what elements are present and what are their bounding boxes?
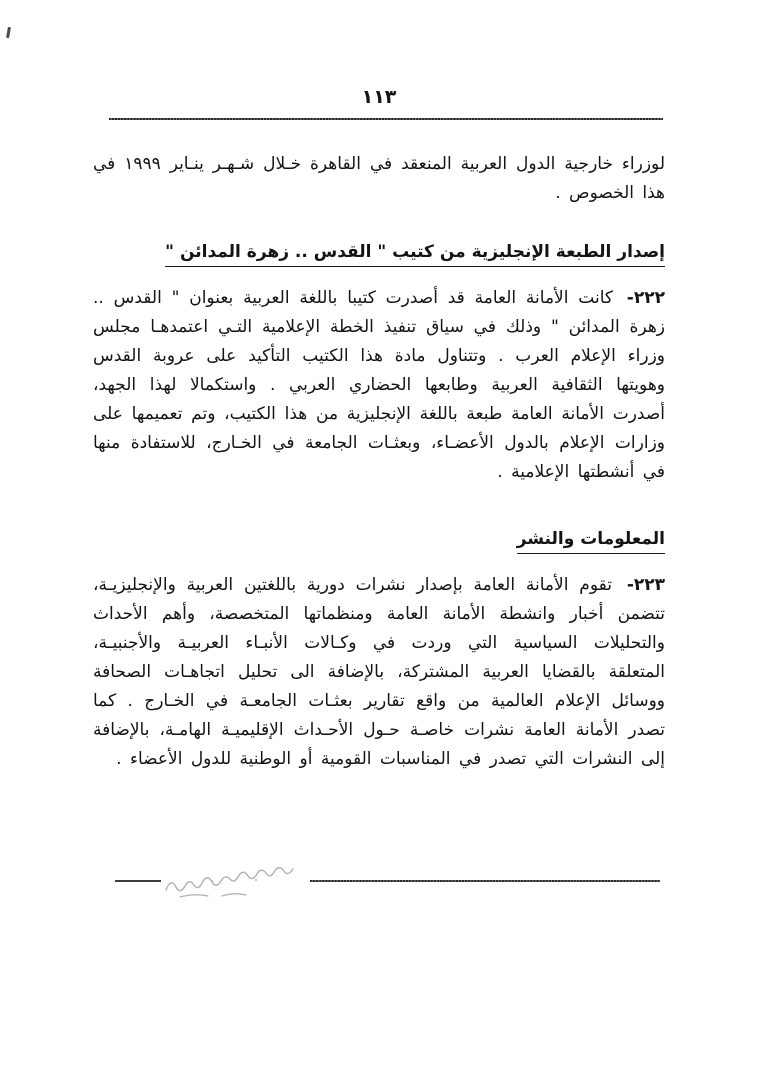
paragraph-223 <box>93 571 665 774</box>
paragraph-222-body: كانت الأمانة العامة قد أصدرت كتيبا باللغة العربية بعنوان " القدس .. زهرة المدائن " وذلك في سياق تنفيذ الخطة الإعلامية التـي اعتمدهـا مجلس وزراء الإعلام العرب . وتتناول مادة هذا الكتيب التأكيد على عروبة القدس وهويتها الثقافية العربية وطابعها الحضاري العربي . واستكمالا لهذا الجهد، أصدرت الأمانة العامة طبعة باللغة الإنجليزية من هذا الكتيب، وتم تعميمها على وزارات الإعلام بالدول الأعضـاء، وبعثـات الجامعة في الخـارج، للاستفادة منها في أنشطتها الإعلامية . <box>93 288 665 482</box>
page-footer <box>0 866 758 906</box>
intro-paragraph: لوزراء خارجية الدول العربية المنعقد في القاهرة خـلال شـهـر ينـاير ١٩٩٩ في هذا الخصوص . <box>93 154 665 203</box>
footer-rule-short <box>115 880 161 882</box>
header-rule <box>109 118 663 120</box>
paragraph-222 <box>93 284 665 487</box>
scan-artifact <box>6 27 11 38</box>
section-heading-information <box>93 529 665 549</box>
section-heading-information-text: المعلومات والنشر <box>517 529 665 554</box>
footer-rule-long <box>310 880 660 882</box>
page-number: ١١٣ <box>361 86 397 108</box>
paragraph-223-body: تقوم الأمانة العامة بإصدار نشرات دورية باللغتين العربية والإنجليزيـة، تتضمن أخبار وانشطة الأمانة العامة ومنظماتها المتخصصة، وأهم الأحداث والتحليلات السياسية التي وردت في وكـالات الأنبـاء العربيـة والأجنبيـة، المتعلقة بالقضايا العربية المشتركة، بالإضافة الى تحليل اتجاهـات الصحافة ووسائل الإعلام العالمية من واقع تقارير بعثـات الجامعـة في الخـارج . كما تصدر الأمانة العامة نشرات خاصـة حـول الأحـداث الإقليميـة الهامـة، بالإضافة إلى النشرات التي تصدر في المناسبات القومية أو الوطنية للدول الأعضاء . <box>93 575 665 769</box>
paragraph-222-number: ٢٢٢- <box>626 288 665 308</box>
paragraph-223-number: ٢٢٣- <box>626 575 666 595</box>
handwritten-annotation <box>160 864 310 904</box>
section-heading-booklet <box>93 242 665 262</box>
section-heading-booklet-text: إصدار الطبعة الإنجليزية من كتيب " القدس .. زهرة المدائن " <box>165 242 665 267</box>
page-content <box>93 0 665 774</box>
